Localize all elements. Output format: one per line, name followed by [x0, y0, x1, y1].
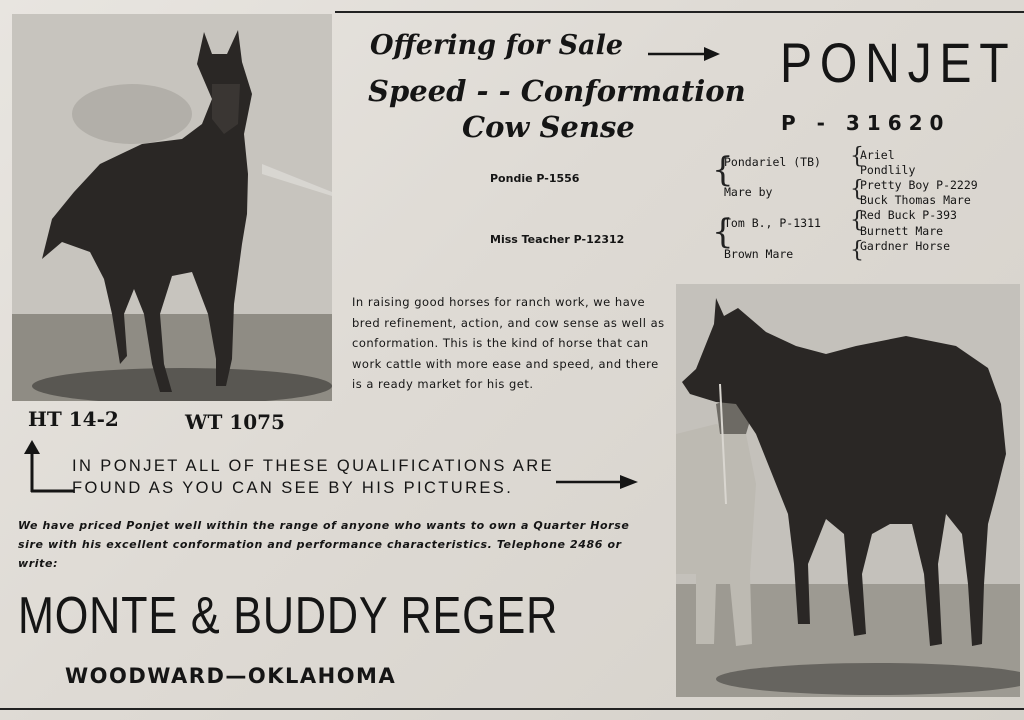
speed-conformation-heading: Speed - - Conformation — [368, 74, 746, 108]
pedigree-sire: Pondie P-1556 — [490, 172, 580, 185]
offering-for-sale-heading: Offering for Sale — [370, 30, 624, 61]
pedigree-third-gen-5: Red Buck P-393 — [860, 208, 957, 222]
registration-number: P - 31620 — [781, 111, 951, 135]
horse-silhouette-left — [12, 14, 332, 401]
weight-stat: WT 1075 — [185, 410, 285, 434]
description-paragraph: In raising good horses for ranch work, we have bred refinement, action, and cow sense as well as conformation. This is the kind of horse that can work cattle with more ease and speed, and there is a ready market for his get. — [352, 295, 665, 391]
brace-icon: { — [850, 177, 864, 202]
brace-icon: { — [850, 238, 864, 263]
brace-icon: { — [850, 144, 864, 169]
qualifications-text — [72, 455, 554, 499]
horse-photo-right — [676, 284, 1020, 697]
horse-name: PONJET — [780, 31, 1017, 94]
pedigree-dam: Miss Teacher P-12312 — [490, 233, 625, 246]
cow-sense-heading: Cow Sense — [462, 110, 635, 144]
height-stat: HT 14-2 — [28, 407, 119, 431]
horse-with-handler-silhouette — [676, 284, 1020, 697]
brace-icon: { — [850, 208, 864, 233]
pedigree-dam-dam: Brown Mare — [724, 247, 794, 261]
pedigree-third-gen-4: Buck Thomas Mare — [860, 193, 971, 207]
brace-icon: { — [712, 150, 734, 190]
owner-names: MONTE & BUDDY REGER — [18, 587, 559, 645]
arrow-right-icon — [556, 474, 638, 490]
qualifications-line-2: FOUND AS YOU CAN SEE BY HIS PICTURES. — [72, 479, 514, 497]
pricing-paragraph: We have priced Ponjet well within the range of anyone who wants to own a Quarter Horse sire with his excellent conformation and performance characteristics. Telephone 2486 or write: — [18, 519, 630, 570]
pedigree-third-gen-6: Burnett Mare — [860, 224, 944, 238]
pedigree-third-gen-3: Pretty Boy P-2229 — [860, 178, 978, 192]
arrow-up-icon — [22, 440, 74, 496]
arrow-right-icon — [648, 46, 720, 62]
pedigree-third-gen-2: Pondlily — [860, 163, 916, 177]
top-rule — [335, 11, 1024, 13]
pedigree-third-gen-7: Gardner Horse — [860, 239, 951, 253]
qualifications-line-1: IN PONJET ALL OF THESE QUALIFICATIONS ARE — [72, 457, 554, 475]
pedigree-sire-dam: Mare by — [724, 185, 773, 199]
bottom-rule — [0, 708, 1024, 710]
horse-photo-left — [12, 14, 332, 401]
brace-icon: { — [712, 212, 734, 252]
pedigree-third-gen-1: Ariel — [860, 148, 895, 162]
pedigree-sire-sire: Pondariel (TB) — [724, 155, 821, 169]
pedigree-dam-sire: Tom B., P-1311 — [724, 216, 821, 230]
owner-location: WOODWARD—OKLAHOMA — [65, 664, 397, 688]
